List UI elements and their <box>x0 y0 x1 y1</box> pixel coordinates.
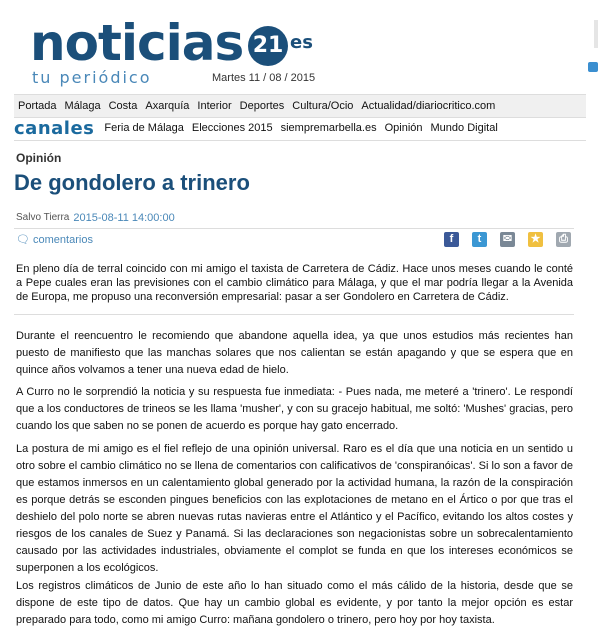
nav-item-costa[interactable]: Costa <box>108 100 138 112</box>
article-paragraph: Durante el reencuentro le recomiendo que abandone aquella idea, ya que unos estudios más recientes han puesto de manifiesto que las manchas solares que nos calientan se están apagando y que se espera que en quince años volvamos a tener una nueva edad de hielo. <box>16 330 573 376</box>
comments-link[interactable] <box>16 233 93 246</box>
nav-item-axarquia[interactable]: Axarquía <box>145 100 190 112</box>
email-icon[interactable]: ✉ <box>500 232 515 247</box>
article-paragraph: A Curro no le sorprendió la noticia y su respuesta fue inmediata: - Pues nada, me meteré a 'trinero'. Le respondí que a los conductores de trineos se les llama 'musher', y con su gracejo habitual, me soltó: 'Mushes' gracias, pero cuando los que saben no se ponen de acuerdo es porque hay gato encerrado. <box>16 386 573 432</box>
canales-bar <box>14 116 586 141</box>
author-name: Salvo Tierra <box>16 212 70 223</box>
article-datetime: 2015-08-11 14:00:00 <box>73 212 175 224</box>
logo-number: 21 <box>248 26 288 66</box>
canales-title: canales <box>14 117 95 139</box>
scrollbar[interactable] <box>594 20 598 48</box>
canal-item-feria[interactable]: Feria de Málaga <box>104 122 184 134</box>
article-paragraph: Los registros climáticos de Junio de este año lo han situado como el más cálido de la historia, desde que se dispone de este tipo de datos. Que hay un cambio global es evidente, y por tanto la mejor opción es estar preparado para todo, como mi amigo Curro: mañana gondolero o trinero, pero hoy por hoy taxista. <box>16 580 573 626</box>
article-paragraph: La postura de mi amigo es el fiel reflejo de una opinión universal. Raro es el día que una noticia en un sentido u otro sobre el cambio climático no se llena de comentarios con calificativos de 'conspiranóicas'. Si lo son a favor de que estamos inmersos en un calentamiento global generado por la actividad humana, la razón de la conspiración es porque detrás se esconden pingues beneficios con las explotaciones de metano en el Ártico o por que tras el deshielo del polo norte se abren nuevas rutas navieras entre el Atlántico y el Pacífico, evitando los altos costes y riesgos de los canales de Suez y Panamá. Si las declaraciones son negacionistas sobre un sobrecalentamiento causado por las actividades industriales, obviamente el complot se funda en que los intereses económicos se superponen a los ecológicos. <box>16 443 573 574</box>
comments-label: comentarios <box>33 234 93 246</box>
section-label[interactable]: Opinión <box>16 151 62 165</box>
tagline: tu periódico <box>32 68 152 87</box>
nav-item-portada[interactable]: Portada <box>18 100 57 112</box>
nav-item-malaga[interactable]: Málaga <box>64 100 101 112</box>
nav-item-cultura[interactable]: Cultura/Ocio <box>292 100 354 112</box>
divider <box>14 314 574 315</box>
rss-icon[interactable] <box>588 62 598 72</box>
byline <box>16 212 175 224</box>
nav-item-actualidad[interactable]: Actualidad/diariocritico.com <box>361 100 496 112</box>
facebook-icon[interactable]: f <box>444 232 459 247</box>
logo-text: noticias <box>30 14 244 72</box>
divider <box>14 228 574 229</box>
favorite-icon[interactable]: ★ <box>528 232 543 247</box>
twitter-icon[interactable]: t <box>472 232 487 247</box>
canal-item-elecciones[interactable]: Elecciones 2015 <box>191 122 273 134</box>
nav-item-interior[interactable]: Interior <box>197 100 232 112</box>
print-icon[interactable]: ⎙ <box>556 232 571 247</box>
canal-item-opinion[interactable]: Opinión <box>384 122 423 134</box>
article-lead: En pleno día de terral coincido con mi amigo el taxista de Carretera de Cádiz. Hace unos meses cuando le conté a Pepe cuales eran las previsiones con el cambio climático para Málaga, y que el mar podría llegar a la Avenida de Europa, me propuso una reconversión empresarial: pasar a ser Gondolero en Carretera de Cádiz. <box>16 263 573 303</box>
share-bar <box>444 232 571 247</box>
nav-item-deportes[interactable]: Deportes <box>239 100 285 112</box>
article-title: De gondolero a trinero <box>14 170 250 195</box>
header-date: Martes 11 / 08 / 2015 <box>212 72 316 84</box>
canal-item-mundo-digital[interactable]: Mundo Digital <box>430 122 498 134</box>
canal-item-marbella[interactable]: siempremarbella.es <box>280 122 377 134</box>
top-navigation <box>14 94 586 118</box>
comment-icon: 🗨 <box>16 234 30 246</box>
logo-suffix: es <box>290 32 313 53</box>
